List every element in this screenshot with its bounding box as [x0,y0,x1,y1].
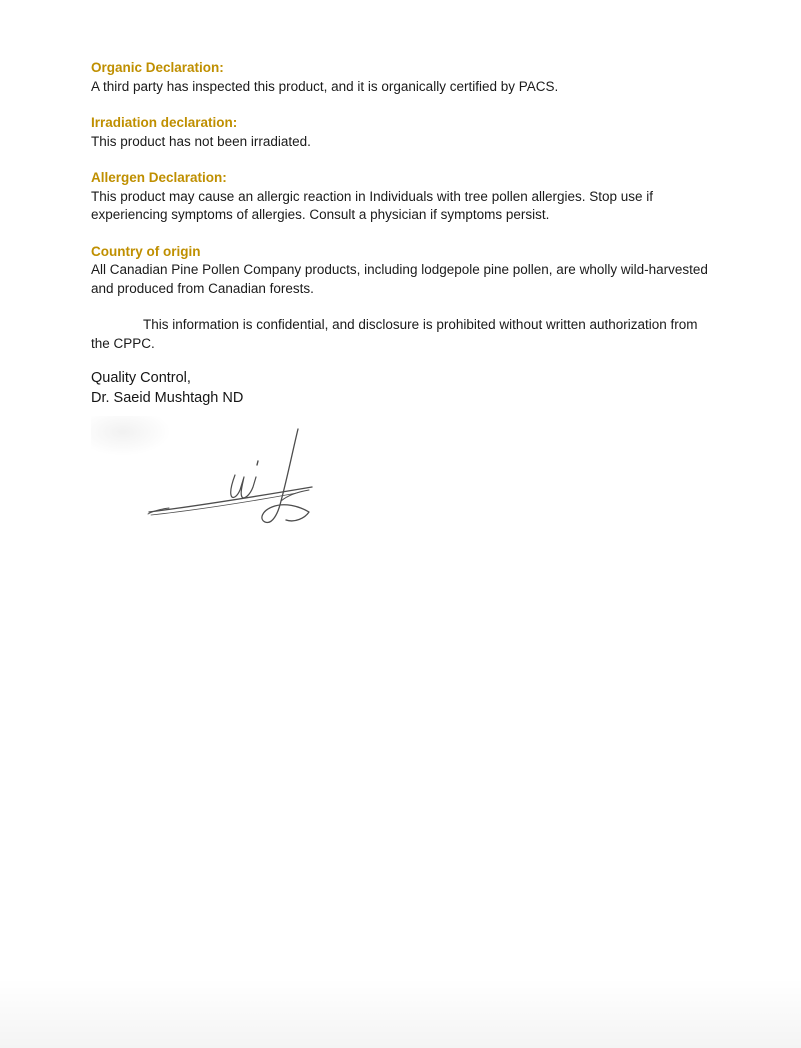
section-text-line: and produced from Canadian forests. [91,280,314,296]
page-bottom-shadow [0,978,801,1048]
section-country-of-origin [91,243,731,299]
section-text-line: This product may cause an allergic reaction in Individuals with tree pollen allergies. Stop use if [91,188,654,204]
note-text-line: the CPPC. [91,335,155,351]
section-irradiation-declaration [91,114,731,151]
signoff-name: Dr. Saeid Mushtagh ND [91,390,244,406]
section-text-line: This product has not been irradiated. [91,133,311,149]
section-organic-declaration [91,59,731,96]
section-heading: Organic Declaration: [91,60,224,75]
section-allergen-declaration [91,169,731,225]
section-heading: Irradiation declaration: [91,115,238,130]
signature-image [91,416,336,536]
section-heading: Country of origin [91,243,201,259]
section-heading: Allergen Declaration: [91,170,227,185]
confidentiality-note [91,316,731,353]
signoff-role: Quality Control, [91,370,191,386]
note-text-line: This information is confidential, and disclosure is prohibited without written authorization from [143,317,698,332]
section-text-line: A third party has inspected this product, and it is organically certified by PACS. [91,78,559,94]
section-text-line: All Canadian Pine Pollen Company products, including lodgepole pine pollen, are wholly wild-harvested [91,262,708,277]
signoff-block [91,368,731,408]
document-body [91,59,731,536]
section-text-line: experiencing symptoms of allergies. Consult a physician if symptoms persist. [91,207,550,222]
scan-smudge [91,416,171,456]
